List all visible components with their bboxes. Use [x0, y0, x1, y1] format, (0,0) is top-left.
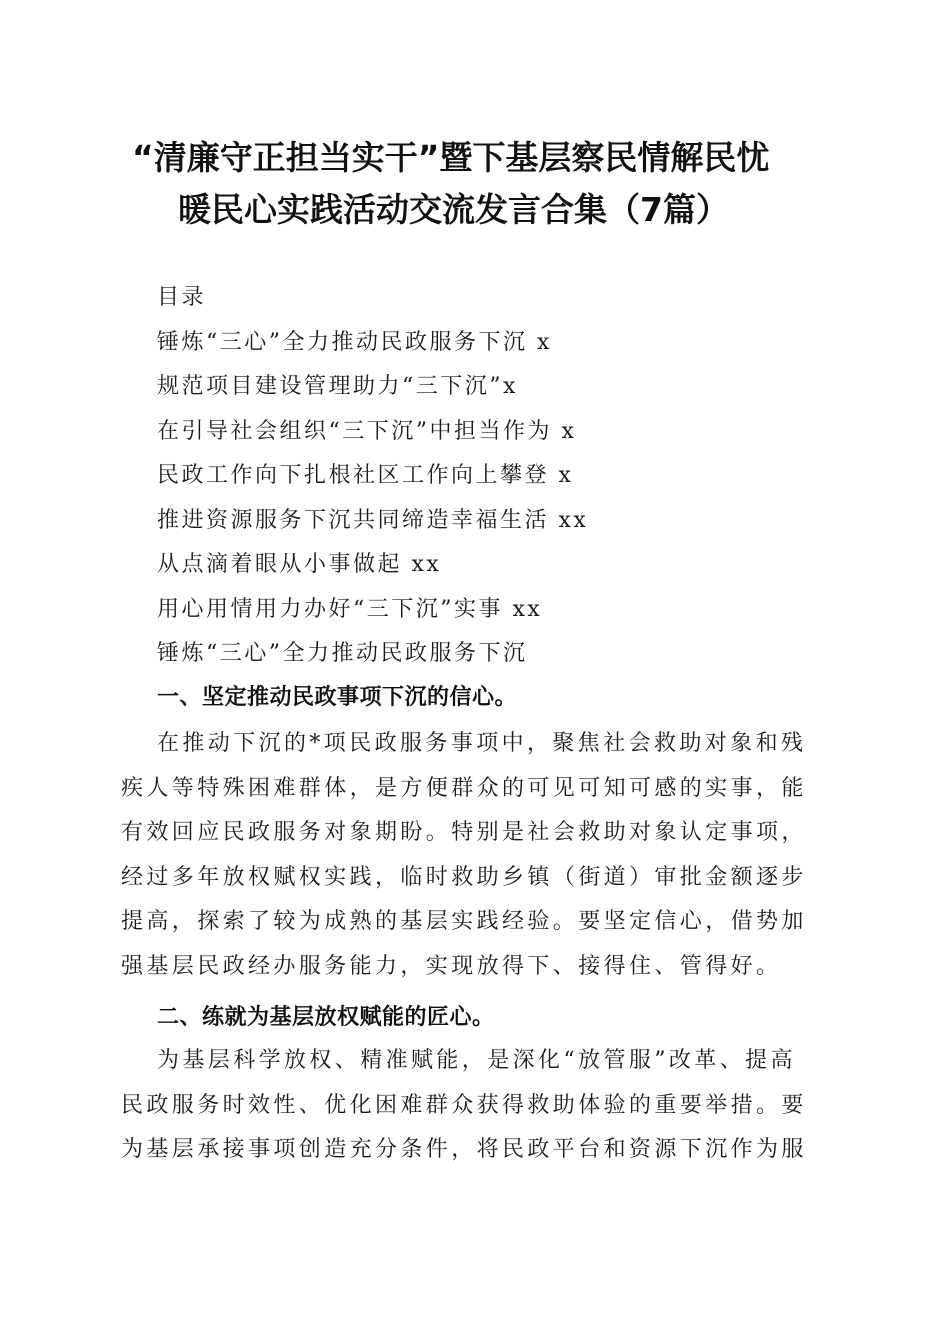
paragraph-2 — [121, 1039, 823, 1173]
toc-item: 锤炼“三心”全力推动民政服务下沉 x — [157, 329, 552, 355]
toc-item: 在引导社会组织“三下沉”中担当作为 x — [157, 418, 577, 444]
toc-item: 规范项目建设管理助力“三下沉”x — [157, 374, 518, 399]
toc-item: 推进资源服务下沉共同缔造幸福生活 xx — [157, 507, 589, 533]
paragraph-line: 有效回应民政服务对象期盼。特别是社会救助对象认定事项， — [121, 820, 807, 845]
paragraph-1 — [121, 722, 823, 989]
toc-item: 从点滴着眼从小事做起 xx — [157, 552, 442, 577]
paragraph-line: 为基层科学放权、精准赋能，是深化“放管服”改革、提高 — [157, 1048, 796, 1073]
paragraph-line: 疾人等特殊困难群体，是方便群众的可见可知可感的实事，能 — [121, 775, 807, 801]
section-heading-1: 一、坚定推动民政事项下沉的信心。 — [157, 685, 518, 710]
paragraph-line: 在推动下沉的*项民政服务事项中，聚焦社会救助对象和残 — [157, 731, 807, 756]
table-of-contents — [157, 276, 837, 677]
article-title: 锤炼“三心”全力推动民政服务下沉 — [157, 641, 528, 666]
document-title — [100, 132, 860, 236]
title-line-2: 暖民心实践活动交流发言合集（7篇） — [178, 190, 729, 229]
paragraph-line: 民政服务时效性、优化困难群众获得救助体验的重要举措。要 — [121, 1092, 807, 1118]
paragraph-line: 提高，探索了较为成熟的基层实践经验。要坚定信心，借势加 — [121, 909, 807, 934]
paragraph-line: 为基层承接事项创造充分条件，将民政平台和资源下沉作为服 — [121, 1137, 807, 1162]
title-line-1: “清廉守正担当实干”暨下基层察民情解民忧 — [132, 138, 770, 177]
toc-item: 民政工作向下扎根社区工作向上攀登 x — [157, 463, 574, 488]
toc-heading: 目录 — [157, 285, 207, 310]
paragraph-line: 强基层民政经办服务能力，实现放得下、接得住、管得好。 — [121, 953, 782, 979]
paragraph-line: 经过多年放权赋权实践，临时救助乡镇（街道）审批金额逐步 — [121, 864, 807, 890]
section-heading-2: 二、练就为基层放权赋能的匠心。 — [157, 1005, 495, 1030]
toc-item: 用心用情用力办好“三下沉”实事 xx — [157, 596, 543, 622]
